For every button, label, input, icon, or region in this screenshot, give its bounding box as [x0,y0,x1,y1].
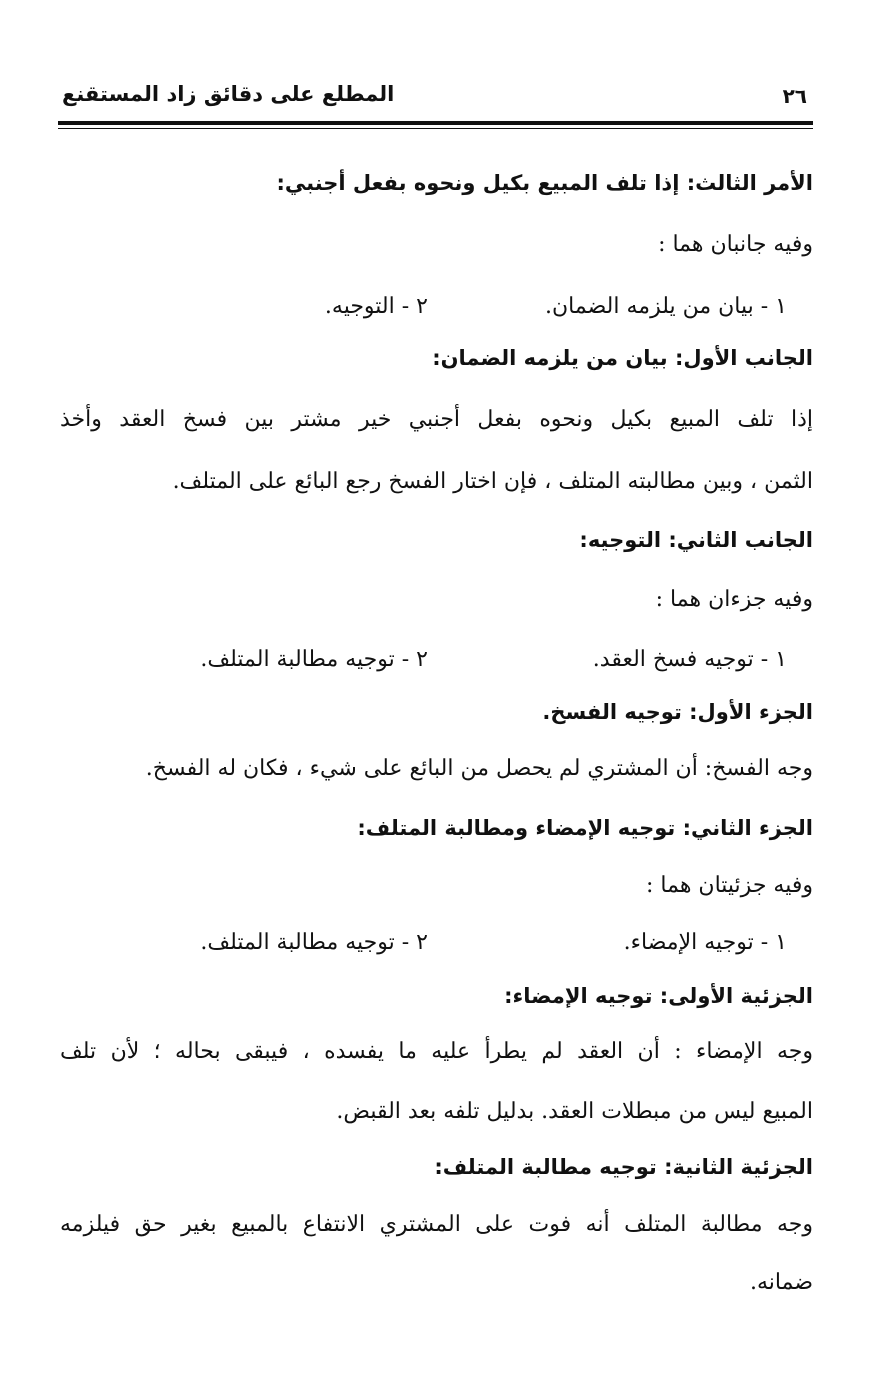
paragraph-line: وفيه جانبان هما : [658,232,813,257]
paragraph-line: المبيع ليس من مبطلات العقد. بدليل تلفه بعد القبض. [336,1099,813,1124]
paragraph-line: وجه مطالبة المتلف أنه فوت على المشتري الانتفاع بالمبيع بغير حق فيلزمه [60,1212,813,1237]
list-item: ١ - توجيه الإمضاء. [623,930,787,955]
list-item: ٢ - توجيه مطالبة المتلف. [200,930,428,955]
list-item: ١ - توجيه فسخ العقد. [592,647,787,672]
subsection-heading: الجزء الأول: توجيه الفسخ. [542,700,813,724]
page-number: ٢٦ [782,84,807,108]
paragraph-line: ضمانه. [749,1270,813,1295]
list-item: ١ - بيان من يلزمه الضمان. [545,294,787,319]
running-title: المطلع على دقائق زاد المستقنع [62,82,395,106]
paragraph-line: الثمن ، وبين مطالبته المتلف ، فإن اختار الفسخ رجع البائع على المتلف. [172,469,813,494]
subsection-heading: الجانب الثاني: التوجيه: [579,528,813,552]
list-item: ٢ - توجيه مطالبة المتلف. [200,647,428,672]
paragraph-line: وجه الفسخ: أن المشتري لم يحصل من البائع على شيء ، فكان له الفسخ. [145,756,813,781]
subsection-heading: الجزئية الثانية: توجيه مطالبة المتلف: [434,1155,813,1179]
paragraph-line: وفيه جزءان هما : [655,587,813,612]
section-heading: الأمر الثالث: إذا تلف المبيع بكيل ونحوه بفعل أجنبي: [276,171,813,195]
subsection-heading: الجزئية الأولى: توجيه الإمضاء: [504,984,813,1008]
subsection-heading: الجزء الثاني: توجيه الإمضاء ومطالبة المتلف: [357,816,813,840]
header-rule-thin [58,128,813,129]
header-rule-thick [58,121,813,125]
list-item: ٢ - التوجيه. [324,294,428,319]
paragraph-line: إذا تلف المبيع بكيل ونحوه بفعل أجنبي خير مشتر بين فسخ العقد وأخذ [60,407,813,432]
subsection-heading: الجانب الأول: بيان من يلزمه الضمان: [432,346,813,370]
paragraph-line: وفيه جزئيتان هما : [646,873,813,898]
paragraph-line: وجه الإمضاء : أن العقد لم يطرأ عليه ما يفسده ، فيبقى بحاله ؛ لأن تلف [60,1039,813,1064]
